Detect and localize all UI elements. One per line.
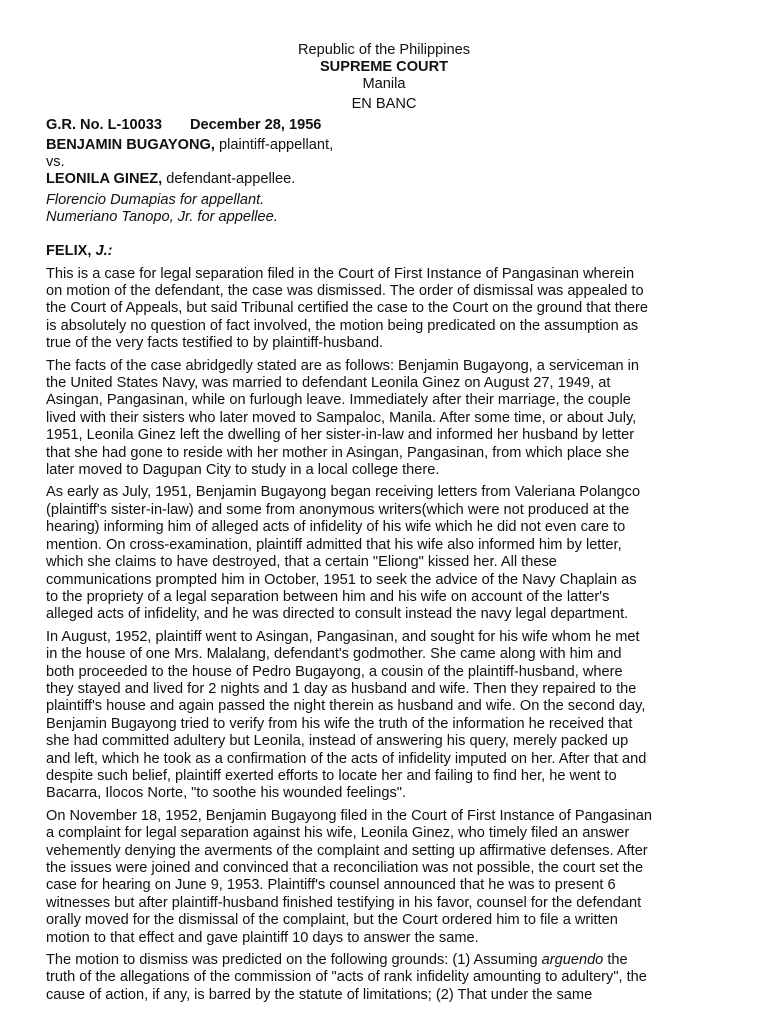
text-line: which she claims to have destroyed, that a certain "Eliong" kissed her. All these	[46, 554, 557, 571]
text-line: they stayed and lived for 2 nights and 1 day as husband and wife. Then they repaired to the	[46, 680, 637, 697]
text-line: that she had gone to reside with her mother in Asingan, Pangasinan, from which place she	[46, 444, 630, 461]
text-line: the United States Navy, was married to defendant Leonila Ginez on August 27, 1949, at	[46, 375, 611, 392]
text-line: (plaintiff's sister-in-law) and some from anonymous writers(which were not produced at the	[46, 501, 630, 518]
text-line: despite such belief, plaintiff exerted efforts to locate her and failing to find her, he went to	[46, 767, 617, 784]
ponente-title: J.:	[91, 242, 113, 259]
ponente	[46, 242, 722, 260]
court-header	[46, 42, 722, 113]
text-line: communications prompted him in October, 1951 to seek the advice of the Navy Chaplain as	[46, 571, 637, 588]
text-line: mention. On cross-examination, plaintiff admitted that his wife also informed him by letter,	[46, 536, 622, 553]
text-line: the Court of Appeals, but said Tribunal certified the case to the Court on the ground that there	[46, 300, 648, 317]
text-line: to the propriety of a legal separation between him and his wife on account of the latter's	[46, 588, 610, 605]
text-fragment: The motion to dismiss was predicted on the following grounds: (1) Assuming	[46, 952, 542, 969]
text-line: in the house of one Mrs. Malalang, defendant's godmother. She came along with him and	[46, 646, 622, 663]
text-line: On November 18, 1952, Benjamin Bugayong filed in the Court of First Instance of Pangasinan	[46, 807, 652, 824]
latin-term: arguendo	[541, 952, 604, 969]
gr-number: G.R. No. L-10033	[46, 117, 162, 133]
versus-label: vs.	[46, 154, 65, 171]
text-line: case for hearing on June 9, 1953. Plaintiff's counsel announced that he was to present 6	[46, 877, 616, 894]
text-line	[46, 952, 722, 969]
division-label: EN BANC	[351, 96, 417, 112]
ponente-name: FELIX,	[46, 242, 92, 259]
text-fragment: the	[603, 952, 628, 969]
text-line: cause of action, if any, is barred by the statute of limitations; (2) That under the same	[46, 986, 593, 1003]
text-line: hearing) informing him of alleged acts of infidelity of his wife which he did not even care to	[46, 519, 626, 536]
republic-line: Republic of the Philippines	[298, 42, 470, 58]
case-caption	[46, 116, 722, 134]
text-line: truth of the allegations of the commission of "acts of rank infidelity amounting to adultery", the	[46, 969, 647, 986]
text-line: alleged acts of infidelity, and he was directed to consult instead the navy legal department.	[46, 606, 629, 623]
text-line: motion to that effect and gave plaintiff 10 days to answer the same.	[46, 929, 479, 946]
text-line: As early as July, 1951, Benjamin Bugayong began receiving letters from Valeriana Polangco	[46, 484, 641, 501]
paragraph-3	[46, 484, 722, 623]
text-line: the issues were joined and convinced that a reconciliation was not possible, the court set the	[46, 860, 644, 877]
text-line: Benjamin Bugayong tried to verify from his wife the truth of the information he received that	[46, 715, 633, 732]
text-line: lived with their sisters who later moved to Sampaloc, Manila. After some time, or about July,	[46, 409, 637, 426]
court-city: Manila	[362, 76, 406, 92]
text-line: 1951, Leonila Ginez left the dwelling of her sister-in-law and informed her husband by letter	[46, 427, 635, 444]
paragraph-5	[46, 808, 722, 947]
text-line: a complaint for legal separation against his wife, Leonila Ginez, who timely filed an answer	[46, 825, 630, 842]
text-line: Bacarra, Ilocos Norte, "to soothe his wounded feelings".	[46, 785, 406, 802]
defendant-line	[46, 171, 722, 188]
parties	[46, 137, 722, 189]
text-line: plaintiff's house and again passed the night therein as husband and wife. On the second day,	[46, 698, 646, 715]
paragraph-2	[46, 358, 722, 480]
paragraph-6	[46, 952, 722, 1004]
text-line: witnesses but after plaintiff-husband finished testifying in his favor, counsel for the defendant	[46, 894, 642, 911]
counsel-block	[46, 192, 722, 226]
court-name: SUPREME COURT	[319, 59, 449, 75]
text-line: and left, which he took as a confirmation of the acts of infidelity imputed on her. After that and	[46, 750, 647, 767]
text-line: orally moved for the dismissal of the complaint, but the Court ordered him to file a written	[46, 912, 618, 929]
text-line: on motion of the defendant, the case was dismissed. The order of dismissal was appealed to	[46, 283, 644, 300]
text-line: In August, 1952, plaintiff went to Asingan, Pangasinan, and sought for his wife whom he met	[46, 628, 640, 645]
plaintiff-line	[46, 137, 722, 154]
document-page	[46, 42, 722, 1004]
text-line: is absolutely no question of fact involved, the motion being predicated on the assumption as	[46, 317, 639, 334]
counsel-appellee: Numeriano Tanopo, Jr. for appellee.	[46, 208, 278, 225]
plaintiff-role: plaintiff-appellant,	[214, 137, 334, 153]
text-line: she had committed adultery but Leonila, instead of answering his query, merely packed up	[46, 733, 629, 750]
paragraph-1	[46, 266, 722, 353]
text-line: This is a case for legal separation filed in the Court of First Instance of Pangasinan wherein	[46, 265, 635, 282]
text-line: The facts of the case abridgedly stated are as follows: Benjamin Bugayong, a serviceman in	[46, 357, 639, 374]
defendant-name: LEONILA GINEZ,	[46, 171, 163, 188]
plaintiff-name: BENJAMIN BUGAYONG,	[46, 137, 215, 153]
text-line: later moved to Dagupan City to study in a local college there.	[46, 462, 440, 479]
text-line: Asingan, Pangasinan, while on furlough leave. Immediately after their marriage, the couple	[46, 392, 631, 409]
decision-date: December 28, 1956	[189, 117, 322, 133]
paragraph-4	[46, 629, 722, 803]
text-line: both proceeded to the house of Pedro Bugayong, a cousin of the plaintiff-husband, where	[46, 663, 623, 680]
defendant-role: defendant-appellee.	[162, 171, 296, 188]
text-line: true of the very facts testified to by plaintiff-husband.	[46, 335, 384, 352]
counsel-appellant: Florencio Dumapias for appellant.	[46, 191, 265, 208]
text-line: vehemently denying the averments of the complaint and setting up affirmative defenses. After	[46, 842, 648, 859]
